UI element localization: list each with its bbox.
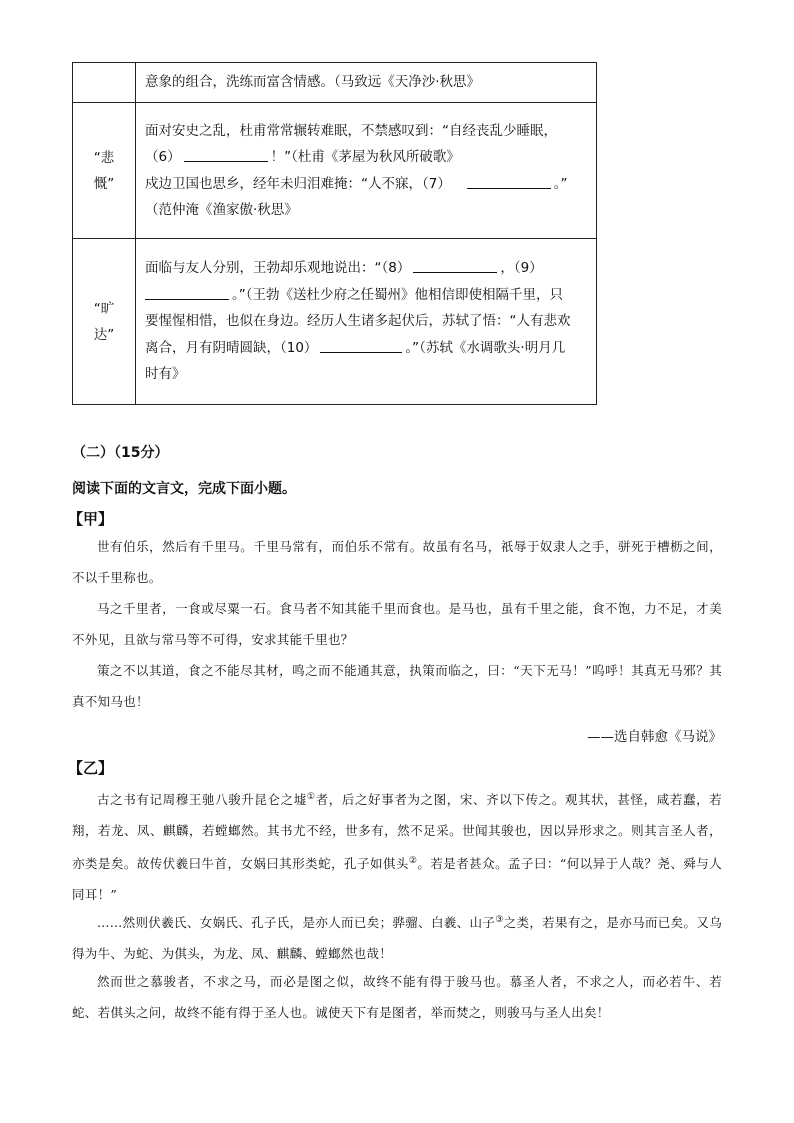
table-row	[73, 103, 597, 239]
row-text: 要惺惺相惜，也似在身边。经历人生诸多起伏后，苏轼了悟：“人有悲欢	[145, 313, 571, 330]
section-instruction: 阅读下面的文言文，完成下面小题。	[72, 481, 296, 497]
paragraph-text: ……然则伏羲氏、女娲氏、孔子氏，是亦人而已矣；骅骝、白羲、山子	[97, 915, 496, 931]
row-text	[145, 171, 588, 198]
category-text: 达”	[93, 326, 115, 343]
paragraph-text: 。若是者甚众。孟子曰：“何以异于人哉？尧、舜与人同耳！”	[72, 856, 723, 902]
footnote-marker[interactable]: ③	[495, 915, 504, 925]
category-cell-kuangda	[73, 239, 136, 405]
row-text	[145, 144, 588, 171]
paragraph-text: 古之书有记周穆王驰八骏升昆仑之墟	[97, 792, 307, 808]
passage-yi-paragraph	[72, 782, 722, 910]
category-text: 慨”	[93, 175, 115, 192]
category-cell-beikai	[73, 103, 136, 239]
row-text: 面临与友人分别，王勃却乐观地说出：“（8）	[145, 260, 411, 277]
question-number: （6）	[145, 149, 181, 165]
table-row	[73, 63, 597, 103]
row-text: 离合，月有阴晴圆缺，（10）	[145, 339, 318, 356]
content-cell	[136, 103, 597, 239]
row-text: ！”（杜甫《茅屋为秋风所破歌》	[270, 149, 460, 165]
row-text: 。”（苏轼《水调歌头·明月几	[405, 339, 566, 356]
section-title: （二）（15分）	[72, 445, 169, 461]
answer-blank-6[interactable]	[184, 146, 268, 162]
passage-jia-paragraph: 马之千里者，一食或尽粟一石。食马者不知其能千里而食也。是马也，虽有千里之能，食不饱，力不足，才美不外见，且欲与常马等不可得，安求其能千里也？	[72, 601, 722, 647]
answer-blank-9[interactable]	[145, 284, 229, 300]
table-row	[73, 239, 597, 405]
row-text: 意象的组合，洗练而富含情感。（马致远《天净沙·秋思》	[145, 74, 481, 91]
footnote-marker[interactable]: ②	[408, 856, 418, 867]
content-cell	[136, 239, 597, 405]
passage-label-yi: 【乙】	[68, 759, 114, 777]
row-text: 。”	[553, 175, 568, 192]
passage-jia-paragraph: 策之不以其道，食之不能尽其材，鸣之而不能通其意，执策而临之，曰：“天下无马！”呜呼！其真无马邪？其真不知马也！	[72, 663, 722, 709]
row-text: 时有》	[145, 366, 186, 383]
passage-label-jia: 【甲】	[68, 510, 114, 528]
paragraph-text: 者，后之好事者为之图，宋、齐以下传之。观其状，甚怪，咸若蠢，若翔，若龙、凤、麒麟，若螳螂然。其书尤不经，世多有，然不足采。世闻其骏也，因以异形求之。则其言圣人者，亦类是矣。故传伏羲曰牛首，女娲曰其形类蛇，孔子如倛头	[72, 792, 722, 872]
row-text: ，（9）	[500, 260, 543, 277]
content-cell	[136, 63, 597, 103]
footnote-marker[interactable]: ①	[306, 792, 316, 802]
poetry-table	[72, 62, 597, 405]
paragraph-text: 之类，若果有之，是亦马而已矣。又乌得为牛、为蛇、为倛头，为龙、凤、麒麟、螳螂然也哉！	[72, 915, 722, 961]
row-text	[145, 255, 588, 282]
row-text: 戍边卫国也思乡，经年未归泪难掩：“人不寐，（7）	[145, 175, 451, 192]
category-text: “悲	[93, 149, 115, 166]
category-cell	[73, 63, 136, 103]
row-text: 。”（王勃《送杜少府之任蜀州》他相信即使相隔千里，只	[232, 286, 563, 303]
answer-blank-7[interactable]	[467, 173, 551, 189]
passage-yi-paragraph	[72, 905, 722, 969]
passage-jia-paragraph: 世有伯乐，然后有千里马。千里马常有，而伯乐不常有。故虽有名马，祇辱于奴隶人之手，骈死于槽枥之间，不以千里称也。	[72, 539, 722, 585]
answer-blank-8[interactable]	[413, 257, 497, 273]
row-text: 面对安史之乱，杜甫常常辗转难眠，不禁感叹到：“自经丧乱少睡眠，	[145, 122, 557, 139]
passage-yi-paragraph: 然而世之慕骏者，不求之马，而必是图之似，故终不能有得于骏马也。慕圣人者，不求之人，而必若牛、若蛇、若倛头之问，故终不能有得于圣人也。诚使天下有是图者，举而焚之，则骏马与圣人出矣！	[72, 974, 722, 1020]
row-text	[145, 282, 588, 309]
row-text: （范仲淹《渔家傲·秋思》	[145, 202, 298, 218]
answer-blank-10[interactable]	[320, 337, 402, 353]
passage-source: ——选自韩愈《马说》	[587, 729, 722, 745]
row-text	[145, 335, 588, 362]
category-text: “旷	[93, 300, 115, 317]
